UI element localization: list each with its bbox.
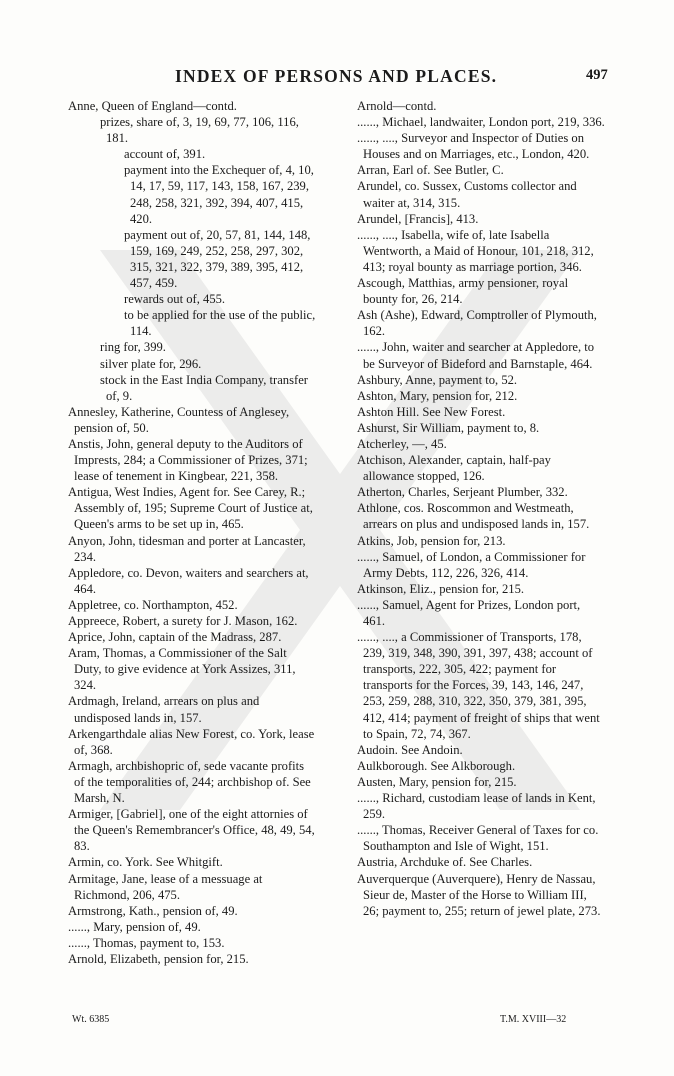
- index-entry: Arnold, Elizabeth, pension for, 215.: [68, 951, 249, 966]
- index-entry: Aram, Thomas, a Commissioner of the Salt Duty, to give evidence at York Assizes, 311, 324.: [68, 646, 296, 693]
- index-entry: Ardmagh, Ireland, arrears on plus and undisposed lands in, 157.: [68, 694, 260, 725]
- index-entry: Arnold—contd.: [357, 99, 437, 113]
- index-entry: Arundel, co. Sussex, Customs collector and waiter at, 314, 315.: [357, 179, 577, 210]
- index-entry: Atchison, Alexander, captain, half-pay allowance stopped, 126.: [357, 453, 551, 484]
- index-entry: Audoin. See Andoin.: [357, 742, 463, 757]
- index-entry: ......, Thomas, payment to, 153.: [68, 935, 225, 950]
- page-number: 497: [586, 67, 608, 83]
- index-entry: payment into the Exchequer of, 4, 10, 14, 17, 59, 117, 143, 158, 167, 239, 248, 258, 321, 392, 394, 407, 415, 420.: [124, 163, 314, 226]
- index-entry: Ashton Hill. See New Forest.: [357, 404, 506, 419]
- index-entry: Ashurst, Sir William, payment to, 8.: [357, 420, 540, 435]
- index-entry: ......, ...., a Commissioner of Transports, 178, 239, 319, 348, 390, 391, 397, 438; account of transports, 222, 305, 422; payment for transports for the Forces, 39, 143, 146, 247, 253, 259, 288, 310, 322, 350, 379, 381, 395, 412, 414; payment of freight of ships that went to Spain, 72, 74, 367.: [357, 630, 600, 741]
- index-entry: Ascough, Matthias, army pensioner, royal bounty for, 26, 214.: [357, 276, 569, 307]
- footer-print-mark: Wt. 6385: [72, 1014, 110, 1025]
- index-entry: Armitage, Jane, lease of a messuage at Richmond, 206, 475.: [68, 871, 263, 902]
- index-entry: Anstis, John, general deputy to the Auditors of Imprests, 284; a Commissioner of Prizes, 371; lease of tenement in Kingbear, 221, 358.: [68, 436, 308, 484]
- index-entry: prizes, share of, 3, 19, 69, 77, 106, 116, 181.: [100, 115, 299, 146]
- index-entry: Armiger, [Gabriel], one of the eight attornies of the Queen's Remembrancer's Office, 48, 49, 54, 83.: [68, 807, 315, 854]
- index-entry: Annesley, Katherine, Countess of Anglesey, pension of, 50.: [68, 404, 290, 435]
- index-entry: Armstrong, Kath., pension of, 49.: [68, 903, 238, 918]
- page-header: [0, 66, 674, 88]
- index-entry: ring for, 399.: [100, 340, 166, 355]
- index-entry: ......, ...., Surveyor and Inspector of Duties on Houses and on Marriages, etc., London, 420.: [357, 131, 590, 162]
- index-entry: Aprice, John, captain of the Madrass, 287.: [68, 630, 282, 645]
- index-entry: Ashbury, Anne, payment to, 52.: [357, 372, 518, 387]
- index-entry: Arran, Earl of. See Butler, C.: [357, 163, 504, 178]
- index-entry: Antigua, West Indies, Agent for. See Carey, R.; Assembly of, 195; Supreme Court of Justice at, Queen's arms to be set up in, 465.: [68, 485, 313, 532]
- index-entry: Anyon, John, tidesman and porter at Lancaster, 234.: [68, 533, 306, 564]
- index-entry: stock in the East India Company, transfer of, 9.: [100, 372, 308, 403]
- index-entry: rewards out of, 455.: [124, 292, 226, 307]
- index-entry: to be applied for the use of the public, 114.: [124, 308, 316, 339]
- running-title: INDEX OF PERSONS AND PLACES.: [175, 66, 498, 86]
- index-entry: Ashton, Mary, pension for, 212.: [357, 388, 518, 403]
- index-entry: Arkengarthdale alias New Forest, co. York, lease of, 368.: [68, 726, 315, 757]
- index-entry: Atkinson, Eliz., pension for, 215.: [357, 581, 525, 596]
- index-entry: ......, Samuel, of London, a Commissioner for Army Debts, 112, 226, 326, 414.: [357, 549, 586, 580]
- index-entry: Anne, Queen of England—contd.: [68, 99, 237, 113]
- index-entry: Arundel, [Francis], 413.: [357, 211, 479, 226]
- index-entry: ......, Mary, pension of, 49.: [68, 919, 201, 934]
- index-entry: Athlone, cos. Roscommon and Westmeath, arrears on plus and undisposed lands in, 157.: [357, 501, 590, 532]
- index-entry: Atherton, Charles, Serjeant Plumber, 332.: [357, 485, 568, 500]
- index-entry: ......, Michael, landwaiter, London port, 219, 336.: [357, 115, 605, 130]
- index-entry: ......, ...., Isabella, wife of, late Isabella Wentworth, a Maid of Honour, 101, 218, 312, 413; royal bounty as marriage portion, 346.: [357, 227, 594, 274]
- index-entry: ......, Richard, custodiam lease of lands in Kent, 259.: [357, 791, 596, 822]
- index-entry: Atkins, Job, pension for, 213.: [357, 533, 506, 548]
- index-entry: Appreece, Robert, a surety for J. Mason, 162.: [68, 614, 298, 628]
- index-entry: Armin, co. York. See Whitgift.: [68, 855, 223, 870]
- index-entry: payment out of, 20, 57, 81, 144, 148, 159, 169, 249, 252, 258, 297, 302, 315, 321, 322, 379, 389, 395, 412, 457, 459.: [124, 227, 311, 291]
- index-entry: ......, Samuel, Agent for Prizes, London port, 461.: [357, 597, 581, 628]
- index-entry: Ash (Ashe), Edward, Comptroller of Plymouth, 162.: [357, 308, 597, 339]
- index-entry: Aulkborough. See Alkborough.: [357, 758, 516, 773]
- index-entry: account of, 391.: [124, 147, 206, 162]
- index-entry: Austen, Mary, pension for, 215.: [357, 774, 517, 789]
- index-column-left: [68, 98, 316, 967]
- index-entry: Austria, Archduke of. See Charles.: [357, 855, 533, 870]
- index-entry: Armagh, archbishopric of, sede vacante profits of the temporalities of, 244; archbishop of. See Marsh, N.: [68, 758, 311, 806]
- index-entry: Auverquerque (Auverquere), Henry de Nassau, Sieur de, Master of the Horse to William III, 26; payment to, 255; return of jewel plate, 273.: [357, 871, 601, 918]
- index-entry: ......, Thomas, Receiver General of Taxes for co. Southampton and Isle of Wight, 151.: [357, 823, 599, 854]
- index-column-right: [357, 98, 605, 919]
- footer-volume-mark: T.M. XVIII—32: [500, 1014, 567, 1025]
- index-entry: Atcherley, —, 45.: [357, 436, 447, 451]
- index-entry: ......, John, waiter and searcher at Appledore, to be Surveyor of Bideford and Barnstaple, 464.: [357, 340, 595, 371]
- index-entry: Appletree, co. Northampton, 452.: [68, 597, 238, 612]
- index-entry: Appledore, co. Devon, waiters and searchers at, 464.: [68, 565, 309, 596]
- index-entry: silver plate for, 296.: [100, 356, 202, 371]
